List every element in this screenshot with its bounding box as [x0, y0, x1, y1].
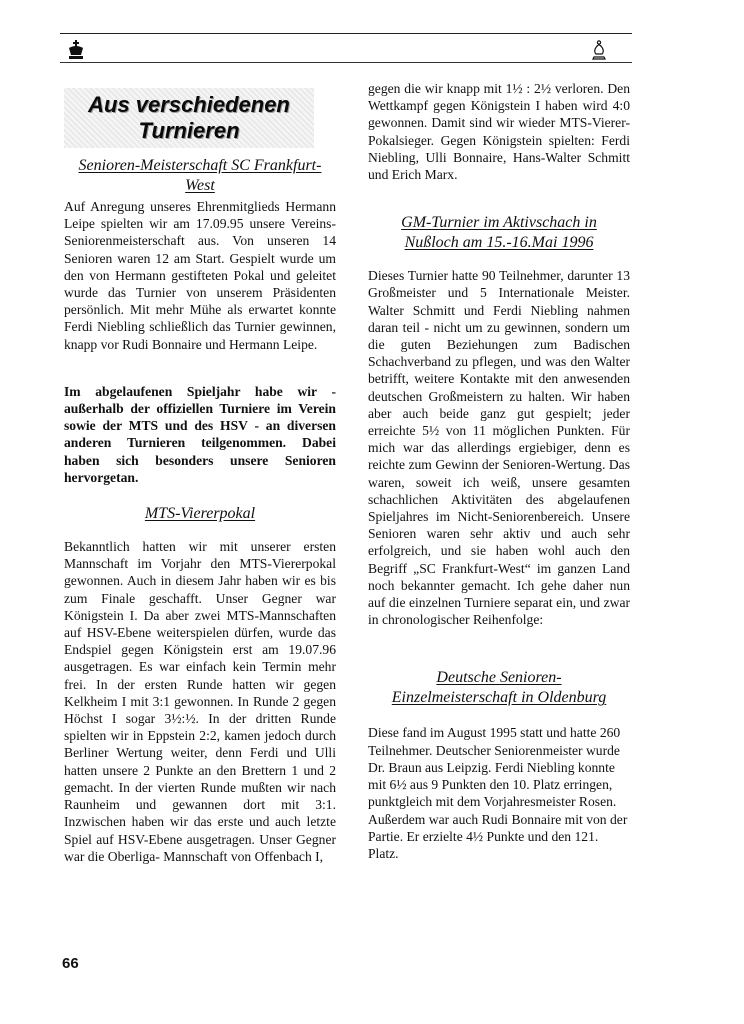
header-rule-bottom [60, 62, 632, 63]
section-text-dsem: Diese fand im August 1995 statt und hatte 260 Teilnehmer. Deutscher Seniorenmeister wurde Dr. Braun aus Leipzig. Ferdi Niebling konnte mit 6½ aus 9 Punkten den 10. Platz erringen, punktgleich mit dem Vorjahresmeister Rosen. Außerdem war auch Rudi Bonnaire mit von der Partie. Er erzielte 4½ Punkte und den 121. Platz. [368, 725, 628, 861]
article-title-line1: Aus verschiedenen [88, 92, 290, 117]
section-title-dsem: Deutsche Senioren- Einzelmeisterschaft in Oldenburg [391, 669, 607, 707]
article-title-line2: Turnieren [138, 118, 240, 143]
section-title-senioren: Senioren-Meisterschaft SC Frankfurt-West [78, 157, 322, 194]
left-column [64, 82, 336, 865]
section-title-mts: MTS-Viererpokal [144, 505, 256, 523]
chess-king-icon [66, 40, 86, 60]
chess-bishop-icon [590, 40, 608, 60]
continued-text: gegen die wir knapp mit 1½ : 2½ verloren. Den Wettkampf gegen Königstein I haben wird 4:0 gewonnen. Damit sind wir wieder MTS-Vierer-Pokalsieger. Gegen Königstein spielten: Ferdi Niebling, Ulli Bonnaire, Hans-Walter Schmitt und Erich Marx. [368, 81, 630, 183]
header-rule-top [60, 33, 632, 34]
right-column [368, 80, 630, 862]
section-title-gm: GM-Turnier im Aktivschach in Nußloch am 15.-16.Mai 1996 [401, 214, 597, 252]
section-text-senioren: Auf Anregung unseres Ehrenmitglieds Hermann Leipe spielten wir am 17.09.95 unsere Vereins-Seniorenmeisterschaft aus. Von unseren 14 Senioren waren 12 am Start. Gespielt wurde um den von Hermann gestifteten Pokal und geleitet wurde das Turnier von unserem Präsidenten persönlich. Mit mehr Mühe als erwartet konnte Ferdi Niebling schließlich das Turnier gewinnen, knapp vor Rudi Bonnaire und Hermann Leipe. [64, 199, 336, 352]
section-text-gm: Dieses Turnier hatte 90 Teilnehmer, darunter 13 Großmeister und 5 Internationale Meister. Walter Schmitt und Ferdi Niebling nahmen daran teil - nicht um zu gewinnen, sondern um die guten Beziehungen zum Badischen Schachverband zu pflegen, und was den Walter betrifft, weitere Kontakte mit den anwesenden deutschen Großmeistern zu halten. Wir haben aber auch beide ganz gut gespielt; jeder erreichte 5½ von 11 möglichen Punkten. Für mich war das allerdings ergiebiger, denn es reichte zum Gewinn der Senioren-Wertung. Das waren, soweit ich weiß, unsere gesamten schachlichen Aktivitäten des abgelaufenen Spieljahres im Nicht-Seniorenbereich. Unsere Senioren waren sehr aktiv und auch sehr erfolgreich, und sie haben wohl auch den Begriff „SC Frankfurt-West“ im ganzen Land noch bekannter gemacht. Ich gehe daher nun auf die einzelnen Turniere separat ein, und zwar in chronologischer Reihenfolge: [368, 268, 630, 628]
intro-bold-text: Im abgelaufenen Spieljahr habe wir - außerhalb der offiziellen Turniere im Verein sowie der MTS und des HSV - an diversen anderen Turnieren teilgenommen. Dabei haben sich besonders unsere Senioren hervorgetan. [64, 383, 336, 485]
article-title-box [64, 88, 314, 148]
page-number: 66 [62, 955, 79, 972]
section-text-mts: Bekanntlich hatten wir mit unserer ersten Mannschaft im Vorjahr den MTS-Viererpokal gewonnen. Auch in diesem Jahr haben wir es bis zum Finale geschafft. Unser Gegner war Königstein I. Da aber zwei MTS-Mannschaften auf HSV-Ebene weiterspielen dürfen, wurde das Endspiel gegen Königstein erst am 19.07.96 ausgetragen. Es war einfach kein Termin mehr frei. In der ersten Runde hatten wir gegen Kelkheim I mit 3:1 gewonnen. In Runde 2 gegen Höchst I sogar 3½:½. In der dritten Runde spielten wir in Eppstein 2:2, kamen jedoch durch Berliner Wertung weiter, denn Ferdi und Ulli hatten unsere 2 Punkte an den Brettern 1 und 2 gemacht. In der vierten Runde mußten wir nach Raunheim und gewannen dort mit 3:1. Inzwischen haben wir das erste und auch letzte Spiel auf HSV-Ebene ausgetragen. Unser Gegner war die Oberliga- Mannschaft von Offenbach I, [64, 539, 336, 864]
